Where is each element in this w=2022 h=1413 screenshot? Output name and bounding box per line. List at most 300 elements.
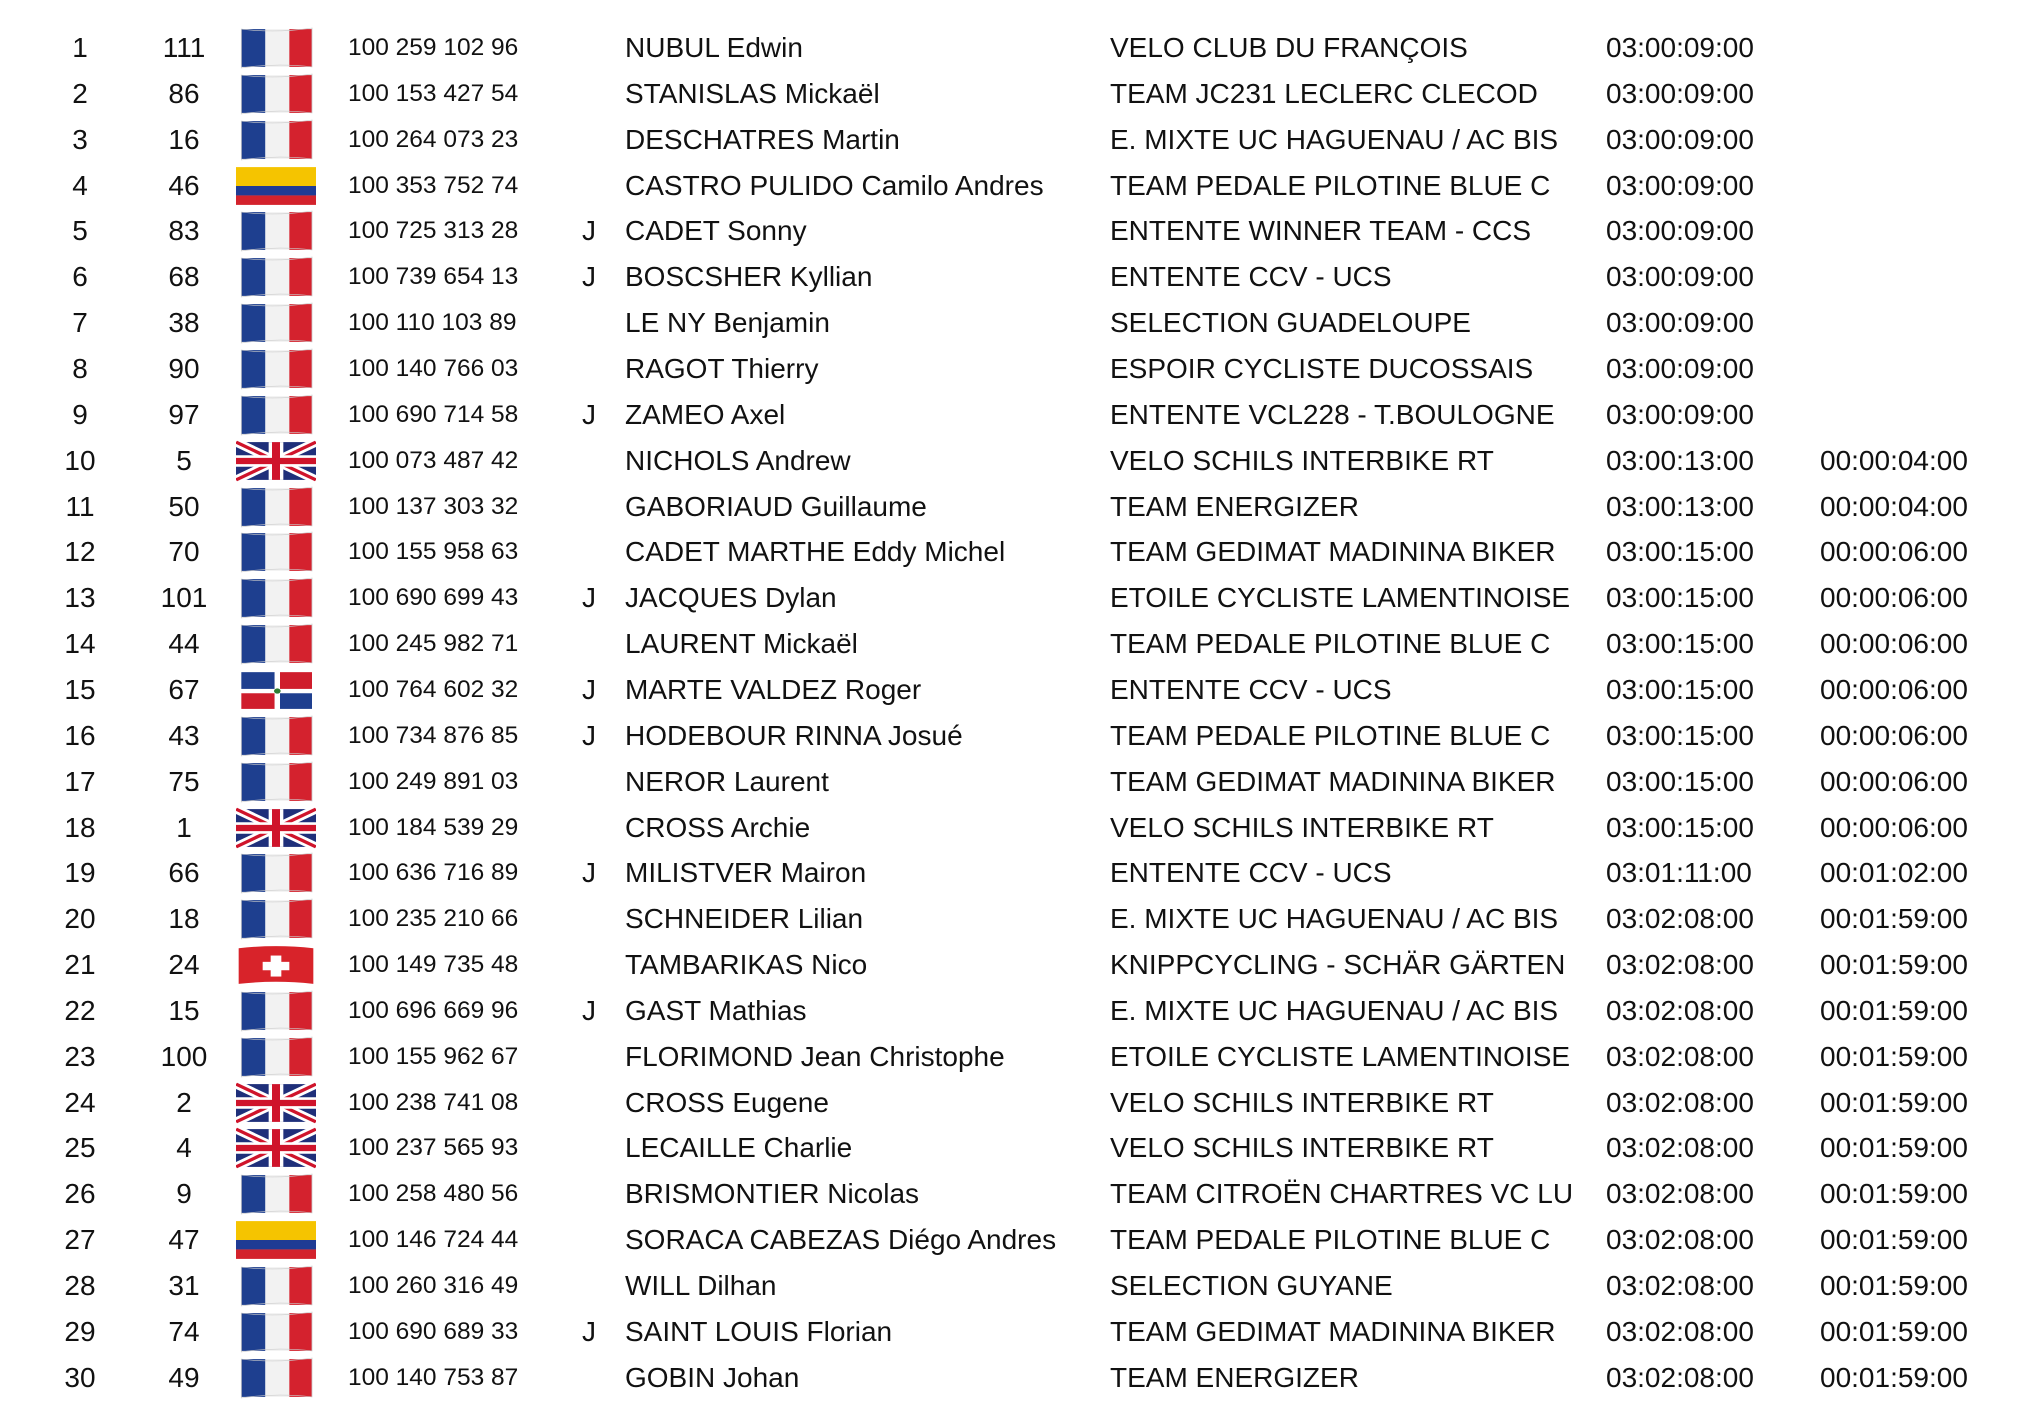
time-cell: 03:02:08:00 xyxy=(1606,1132,1754,1164)
france-flag-icon xyxy=(236,761,316,803)
time-cell: 03:00:15:00 xyxy=(1606,536,1754,568)
rank-cell: 13 xyxy=(64,582,96,614)
rider-name-cell: CADET MARTHE Eddy Michel xyxy=(625,536,1006,568)
table-row xyxy=(0,1034,2022,1080)
team-cell: VELO SCHILS INTERBIKE RT xyxy=(1110,1132,1494,1164)
flag-cell xyxy=(236,1263,316,1309)
category-cell xyxy=(578,1034,600,1080)
team-cell: VELO SCHILS INTERBIKE RT xyxy=(1110,444,1494,476)
rider-name-cell: CROSS Archie xyxy=(625,811,811,843)
flag-cell xyxy=(236,850,316,896)
category-cell xyxy=(578,346,600,392)
flag-cell xyxy=(236,438,316,484)
flag-cell xyxy=(236,1034,316,1080)
team-cell: TEAM PEDALE PILOTINE BLUE C xyxy=(1110,169,1551,201)
team-cell: TEAM GEDIMAT MADININA BIKER xyxy=(1110,765,1556,797)
rank-cell: 23 xyxy=(64,1040,96,1072)
france-flag-icon xyxy=(236,898,316,940)
gap-cell: 00:01:59:00 xyxy=(1820,903,1968,935)
rank-cell: 25 xyxy=(64,1132,96,1164)
license-cell: 100 140 766 03 xyxy=(348,354,519,382)
time-cell: 03:00:09:00 xyxy=(1606,123,1754,155)
license-cell: 100 237 565 93 xyxy=(348,1134,519,1162)
table-row xyxy=(0,713,2022,759)
rider-name-cell: BOSCSHER Kyllian xyxy=(625,261,873,293)
flag-cell xyxy=(236,805,316,851)
rank-cell: 18 xyxy=(64,811,96,843)
table-row xyxy=(0,71,2022,117)
team-cell: ENTENTE CCV - UCS xyxy=(1110,261,1392,293)
france-flag-icon xyxy=(236,715,316,757)
license-cell: 100 235 210 66 xyxy=(348,905,519,933)
time-cell: 03:00:13:00 xyxy=(1606,490,1754,522)
gap-cell: 00:01:59:00 xyxy=(1820,1315,1968,1347)
rider-name-cell: BRISMONTIER Nicolas xyxy=(625,1178,920,1210)
bib-cell: 83 xyxy=(168,215,200,247)
france-flag-icon xyxy=(236,302,316,344)
license-cell: 100 137 303 32 xyxy=(348,492,519,520)
team-cell: ENTENTE VCL228 - T.BOULOGNE xyxy=(1110,398,1555,430)
france-flag-icon xyxy=(236,119,316,161)
category-cell: J xyxy=(582,215,596,247)
france-flag-icon xyxy=(236,1265,316,1307)
france-flag-icon xyxy=(236,27,316,69)
rider-name-cell: SCHNEIDER Lilian xyxy=(625,903,864,935)
bib-cell: 18 xyxy=(168,903,200,935)
uk-flag-icon xyxy=(236,1127,316,1169)
team-cell: ENTENTE WINNER TEAM - CCS xyxy=(1110,215,1532,247)
france-flag-icon xyxy=(236,1311,316,1353)
rank-cell: 12 xyxy=(64,536,96,568)
flag-cell xyxy=(236,254,316,300)
gap-cell: 00:01:59:00 xyxy=(1820,1178,1968,1210)
gap-cell: 00:01:59:00 xyxy=(1820,1224,1968,1256)
flag-cell xyxy=(236,392,316,438)
category-cell xyxy=(578,805,600,851)
rider-name-cell: WILL Dilhan xyxy=(625,1270,777,1301)
rider-name-cell: CROSS Eugene xyxy=(625,1086,829,1118)
flag-cell xyxy=(236,1217,316,1263)
rider-name-cell: RAGOT Thierry xyxy=(625,352,819,384)
bib-cell: 100 xyxy=(160,1040,208,1072)
table-row xyxy=(0,1171,2022,1217)
license-cell: 100 155 958 63 xyxy=(348,538,519,566)
table-row xyxy=(0,25,2022,71)
flag-cell xyxy=(236,1080,316,1126)
license-cell: 100 245 982 71 xyxy=(348,630,519,658)
team-cell: TEAM GEDIMAT MADININA BIKER xyxy=(1110,1315,1556,1347)
bib-cell: 49 xyxy=(168,1361,200,1393)
france-flag-icon xyxy=(236,577,316,619)
uk-flag-icon xyxy=(236,1082,316,1124)
license-cell: 100 764 602 32 xyxy=(348,675,519,703)
bib-cell: 50 xyxy=(168,490,200,522)
bib-cell: 15 xyxy=(168,994,200,1026)
team-cell: TEAM PEDALE PILOTINE BLUE C xyxy=(1110,1224,1551,1256)
category-cell: J xyxy=(582,261,596,293)
rider-name-cell: TAMBARIKAS Nico xyxy=(625,949,868,980)
rank-cell: 7 xyxy=(72,307,88,339)
rider-name-cell: LAURENT Mickaël xyxy=(625,628,858,660)
time-cell: 03:00:09:00 xyxy=(1606,307,1754,339)
category-cell xyxy=(578,1171,600,1217)
time-cell: 03:00:13:00 xyxy=(1606,444,1754,476)
bib-cell: 2 xyxy=(176,1086,192,1118)
category-cell xyxy=(578,759,600,805)
team-cell: E. MIXTE UC HAGUENAU / AC BIS xyxy=(1110,903,1559,935)
gap-cell: 00:01:02:00 xyxy=(1820,857,1968,889)
team-cell: TEAM CITROËN CHARTRES VC LU xyxy=(1110,1178,1574,1210)
gap-cell: 00:00:06:00 xyxy=(1820,811,1968,843)
table-row xyxy=(0,300,2022,346)
category-cell xyxy=(578,25,600,71)
license-cell: 100 110 103 89 xyxy=(348,309,517,337)
table-row xyxy=(0,759,2022,805)
rider-name-cell: MARTE VALDEZ Roger xyxy=(625,673,922,705)
bib-cell: 75 xyxy=(168,765,200,797)
rank-cell: 22 xyxy=(64,994,96,1026)
team-cell: E. MIXTE UC HAGUENAU / AC BIS xyxy=(1110,123,1559,155)
gap-cell: 00:01:59:00 xyxy=(1820,1361,1968,1393)
table-row xyxy=(0,988,2022,1034)
gap-cell: 00:00:06:00 xyxy=(1820,536,1968,568)
france-flag-icon xyxy=(236,1036,316,1078)
category-cell xyxy=(578,438,600,484)
bib-cell: 70 xyxy=(168,536,200,568)
rider-name-cell: NUBUL Edwin xyxy=(625,32,803,63)
gap-cell: 00:00:06:00 xyxy=(1820,673,1968,705)
table-row xyxy=(0,163,2022,209)
flag-cell xyxy=(236,1355,316,1401)
license-cell: 100 353 752 74 xyxy=(348,171,519,199)
gap-cell: 00:01:59:00 xyxy=(1820,994,1968,1026)
category-cell: J xyxy=(582,994,596,1026)
time-cell: 03:00:09:00 xyxy=(1606,398,1754,430)
gap-cell: 00:00:04:00 xyxy=(1820,490,1968,522)
flag-cell xyxy=(236,300,316,346)
time-cell: 03:00:15:00 xyxy=(1606,628,1754,660)
flag-cell xyxy=(236,1171,316,1217)
license-cell: 100 249 891 03 xyxy=(348,767,519,795)
rank-cell: 2 xyxy=(72,77,88,109)
gap-cell: 00:00:06:00 xyxy=(1820,765,1968,797)
rank-cell: 24 xyxy=(64,1086,96,1118)
category-cell: J xyxy=(582,719,596,751)
flag-cell xyxy=(236,529,316,575)
category-cell xyxy=(578,621,600,667)
time-cell: 03:00:09:00 xyxy=(1606,32,1754,63)
rank-cell: 6 xyxy=(72,261,88,293)
france-flag-icon xyxy=(236,990,316,1032)
license-cell: 100 155 962 67 xyxy=(348,1042,519,1070)
rider-name-cell: LE NY Benjamin xyxy=(625,307,830,339)
table-row xyxy=(0,529,2022,575)
rider-name-cell: STANISLAS Mickaël xyxy=(625,77,880,109)
gap-cell: 00:00:04:00 xyxy=(1820,444,1968,476)
rank-cell: 17 xyxy=(64,765,96,797)
france-flag-icon xyxy=(236,394,316,436)
bib-cell: 68 xyxy=(168,261,200,293)
france-flag-icon xyxy=(236,623,316,665)
rider-name-cell: CADET Sonny xyxy=(625,215,807,247)
rider-name-cell: GOBIN Johan xyxy=(625,1361,800,1393)
license-cell: 100 146 724 44 xyxy=(348,1226,519,1254)
team-cell: VELO CLUB DU FRANÇOIS xyxy=(1110,32,1468,63)
table-row xyxy=(0,575,2022,621)
bib-cell: 1 xyxy=(176,811,192,843)
license-cell: 100 725 313 28 xyxy=(348,217,519,245)
time-cell: 03:00:15:00 xyxy=(1606,673,1754,705)
flag-cell xyxy=(236,713,316,759)
bib-cell: 47 xyxy=(168,1224,200,1256)
dominican-flag-icon xyxy=(236,669,316,711)
rider-name-cell: NEROR Laurent xyxy=(625,765,829,797)
table-row xyxy=(0,392,2022,438)
flag-cell xyxy=(236,942,316,988)
license-cell: 100 184 539 29 xyxy=(348,813,519,841)
team-cell: TEAM ENERGIZER xyxy=(1110,1361,1359,1393)
table-row xyxy=(0,667,2022,713)
bib-cell: 43 xyxy=(168,719,200,751)
france-flag-icon xyxy=(236,531,316,573)
category-cell xyxy=(578,529,600,575)
category-cell xyxy=(578,942,600,988)
table-row xyxy=(0,1355,2022,1401)
flag-cell xyxy=(236,621,316,667)
rider-name-cell: SORACA CABEZAS Diégo Andres xyxy=(625,1224,1057,1256)
table-row xyxy=(0,484,2022,530)
uk-flag-icon xyxy=(236,440,316,482)
team-cell: ESPOIR CYCLISTE DUCOSSAIS xyxy=(1110,352,1534,384)
category-cell xyxy=(578,163,600,209)
license-cell: 100 153 427 54 xyxy=(348,79,519,107)
rank-cell: 14 xyxy=(64,628,96,660)
table-row xyxy=(0,1217,2022,1263)
france-flag-icon xyxy=(236,210,316,252)
gap-cell: 00:01:59:00 xyxy=(1820,1270,1968,1301)
category-cell xyxy=(578,1125,600,1171)
table-row xyxy=(0,942,2022,988)
license-cell: 100 258 480 56 xyxy=(348,1180,519,1208)
rider-name-cell: GABORIAUD Guillaume xyxy=(625,490,927,522)
team-cell: E. MIXTE UC HAGUENAU / AC BIS xyxy=(1110,994,1559,1026)
flag-cell xyxy=(236,25,316,71)
gap-cell: 00:01:59:00 xyxy=(1820,1132,1968,1164)
rider-name-cell: FLORIMOND Jean Christophe xyxy=(625,1040,1005,1072)
table-row xyxy=(0,438,2022,484)
team-cell: ETOILE CYCLISTE LAMENTINOISE xyxy=(1110,582,1571,614)
bib-cell: 97 xyxy=(168,398,200,430)
team-cell: TEAM PEDALE PILOTINE BLUE C xyxy=(1110,628,1551,660)
time-cell: 03:02:08:00 xyxy=(1606,949,1754,980)
bib-cell: 44 xyxy=(168,628,200,660)
table-row xyxy=(0,805,2022,851)
rider-name-cell: HODEBOUR RINNA Josué xyxy=(625,719,963,751)
license-cell: 100 149 735 48 xyxy=(348,951,519,978)
rider-name-cell: JACQUES Dylan xyxy=(625,582,837,614)
flag-cell xyxy=(236,988,316,1034)
table-row xyxy=(0,896,2022,942)
category-cell: J xyxy=(582,673,596,705)
category-cell xyxy=(578,1263,600,1309)
license-cell: 100 636 716 89 xyxy=(348,859,519,887)
time-cell: 03:02:08:00 xyxy=(1606,1086,1754,1118)
flag-cell xyxy=(236,484,316,530)
rank-cell: 9 xyxy=(72,398,88,430)
table-row xyxy=(0,1125,2022,1171)
team-cell: SELECTION GUADELOUPE xyxy=(1110,307,1471,339)
rider-name-cell: LECAILLE Charlie xyxy=(625,1132,853,1164)
time-cell: 03:02:08:00 xyxy=(1606,1270,1754,1301)
rider-name-cell: MILISTVER Mairon xyxy=(625,857,867,889)
rank-cell: 28 xyxy=(64,1270,96,1301)
gap-cell: 00:00:06:00 xyxy=(1820,719,1968,751)
france-flag-icon xyxy=(236,1357,316,1399)
rank-cell: 10 xyxy=(64,444,96,476)
flag-cell xyxy=(236,1125,316,1171)
category-cell xyxy=(578,1355,600,1401)
france-flag-icon xyxy=(236,73,316,115)
table-row xyxy=(0,850,2022,896)
rank-cell: 26 xyxy=(64,1178,96,1210)
rank-cell: 15 xyxy=(64,673,96,705)
bib-cell: 5 xyxy=(176,444,192,476)
rank-cell: 27 xyxy=(64,1224,96,1256)
time-cell: 03:02:08:00 xyxy=(1606,903,1754,935)
team-cell: TEAM PEDALE PILOTINE BLUE C xyxy=(1110,719,1551,751)
bib-cell: 90 xyxy=(168,352,200,384)
bib-cell: 101 xyxy=(160,582,208,614)
license-cell: 100 259 102 96 xyxy=(348,34,519,61)
table-row xyxy=(0,346,2022,392)
colombia-flag-icon xyxy=(236,1219,316,1261)
bib-cell: 4 xyxy=(176,1132,192,1164)
team-cell: VELO SCHILS INTERBIKE RT xyxy=(1110,1086,1494,1118)
bib-cell: 67 xyxy=(168,673,200,705)
license-cell: 100 734 876 85 xyxy=(348,721,519,749)
rank-cell: 11 xyxy=(65,490,95,522)
rider-name-cell: ZAMEO Axel xyxy=(625,398,786,430)
time-cell: 03:00:09:00 xyxy=(1606,169,1754,201)
table-row xyxy=(0,117,2022,163)
time-cell: 03:02:08:00 xyxy=(1606,994,1754,1026)
rank-cell: 1 xyxy=(72,32,88,63)
rank-cell: 30 xyxy=(64,1361,96,1393)
rider-name-cell: DESCHATRES Martin xyxy=(625,123,900,155)
flag-cell xyxy=(236,896,316,942)
team-cell: ETOILE CYCLISTE LAMENTINOISE xyxy=(1110,1040,1571,1072)
time-cell: 03:00:15:00 xyxy=(1606,719,1754,751)
rider-name-cell: SAINT LOUIS Florian xyxy=(625,1315,893,1347)
team-cell: ENTENTE CCV - UCS xyxy=(1110,673,1392,705)
category-cell xyxy=(578,71,600,117)
license-cell: 100 140 753 87 xyxy=(348,1363,519,1391)
flag-cell xyxy=(236,1309,316,1355)
team-cell: TEAM JC231 LECLERC CLECOD xyxy=(1110,77,1538,109)
license-cell: 100 739 654 13 xyxy=(348,263,519,291)
rank-cell: 21 xyxy=(64,949,96,980)
table-row xyxy=(0,208,2022,254)
france-flag-icon xyxy=(236,348,316,390)
gap-cell: 00:01:59:00 xyxy=(1820,1040,1968,1072)
bib-cell: 24 xyxy=(168,949,200,980)
license-cell: 100 260 316 49 xyxy=(348,1272,519,1299)
category-cell xyxy=(578,896,600,942)
license-cell: 100 264 073 23 xyxy=(348,125,519,153)
gap-cell: 00:00:06:00 xyxy=(1820,628,1968,660)
bib-cell: 38 xyxy=(168,307,200,339)
table-row xyxy=(0,1080,2022,1126)
flag-cell xyxy=(236,117,316,163)
rank-cell: 4 xyxy=(72,169,88,201)
flag-cell xyxy=(236,575,316,621)
france-flag-icon xyxy=(236,1173,316,1215)
team-cell: ENTENTE CCV - UCS xyxy=(1110,857,1392,889)
time-cell: 03:00:09:00 xyxy=(1606,215,1754,247)
table-row xyxy=(0,1263,2022,1309)
time-cell: 03:02:08:00 xyxy=(1606,1178,1754,1210)
rank-cell: 20 xyxy=(64,903,96,935)
gap-cell: 00:01:59:00 xyxy=(1820,949,1968,980)
team-cell: TEAM GEDIMAT MADININA BIKER xyxy=(1110,536,1556,568)
colombia-flag-icon xyxy=(236,165,316,207)
bib-cell: 74 xyxy=(168,1315,200,1347)
category-cell xyxy=(578,1217,600,1263)
license-cell: 100 073 487 42 xyxy=(348,446,519,474)
rider-name-cell: CASTRO PULIDO Camilo Andres xyxy=(625,169,1044,201)
flag-cell xyxy=(236,346,316,392)
time-cell: 03:02:08:00 xyxy=(1606,1315,1754,1347)
bib-cell: 16 xyxy=(168,123,200,155)
license-cell: 100 690 699 43 xyxy=(348,584,519,612)
rank-cell: 16 xyxy=(64,719,96,751)
license-cell: 100 690 714 58 xyxy=(348,400,519,428)
rider-name-cell: GAST Mathias xyxy=(625,994,807,1026)
bib-cell: 111 xyxy=(162,32,206,63)
gap-cell: 00:00:06:00 xyxy=(1820,582,1968,614)
time-cell: 03:00:15:00 xyxy=(1606,811,1754,843)
rank-cell: 5 xyxy=(72,215,88,247)
time-cell: 03:00:15:00 xyxy=(1606,582,1754,614)
flag-cell xyxy=(236,163,316,209)
license-cell: 100 238 741 08 xyxy=(348,1088,519,1116)
team-cell: VELO SCHILS INTERBIKE RT xyxy=(1110,811,1494,843)
rank-cell: 8 xyxy=(72,352,88,384)
time-cell: 03:00:15:00 xyxy=(1606,765,1754,797)
table-row xyxy=(0,621,2022,667)
bib-cell: 46 xyxy=(168,169,200,201)
time-cell: 03:02:08:00 xyxy=(1606,1040,1754,1072)
table-row xyxy=(0,254,2022,300)
bib-cell: 66 xyxy=(168,857,200,889)
category-cell xyxy=(578,484,600,530)
france-flag-icon xyxy=(236,852,316,894)
france-flag-icon xyxy=(236,256,316,298)
flag-cell xyxy=(236,71,316,117)
category-cell: J xyxy=(582,857,596,889)
time-cell: 03:02:08:00 xyxy=(1606,1224,1754,1256)
rank-cell: 3 xyxy=(72,123,88,155)
table-row xyxy=(0,1309,2022,1355)
time-cell: 03:00:09:00 xyxy=(1606,77,1754,109)
team-cell: KNIPPCYCLING - SCHÄR GÄRTEN xyxy=(1110,949,1566,980)
category-cell xyxy=(578,300,600,346)
flag-cell xyxy=(236,667,316,713)
category-cell: J xyxy=(582,398,596,430)
time-cell: 03:02:08:00 xyxy=(1606,1361,1754,1393)
category-cell: J xyxy=(582,582,596,614)
team-cell: SELECTION GUYANE xyxy=(1110,1270,1393,1301)
